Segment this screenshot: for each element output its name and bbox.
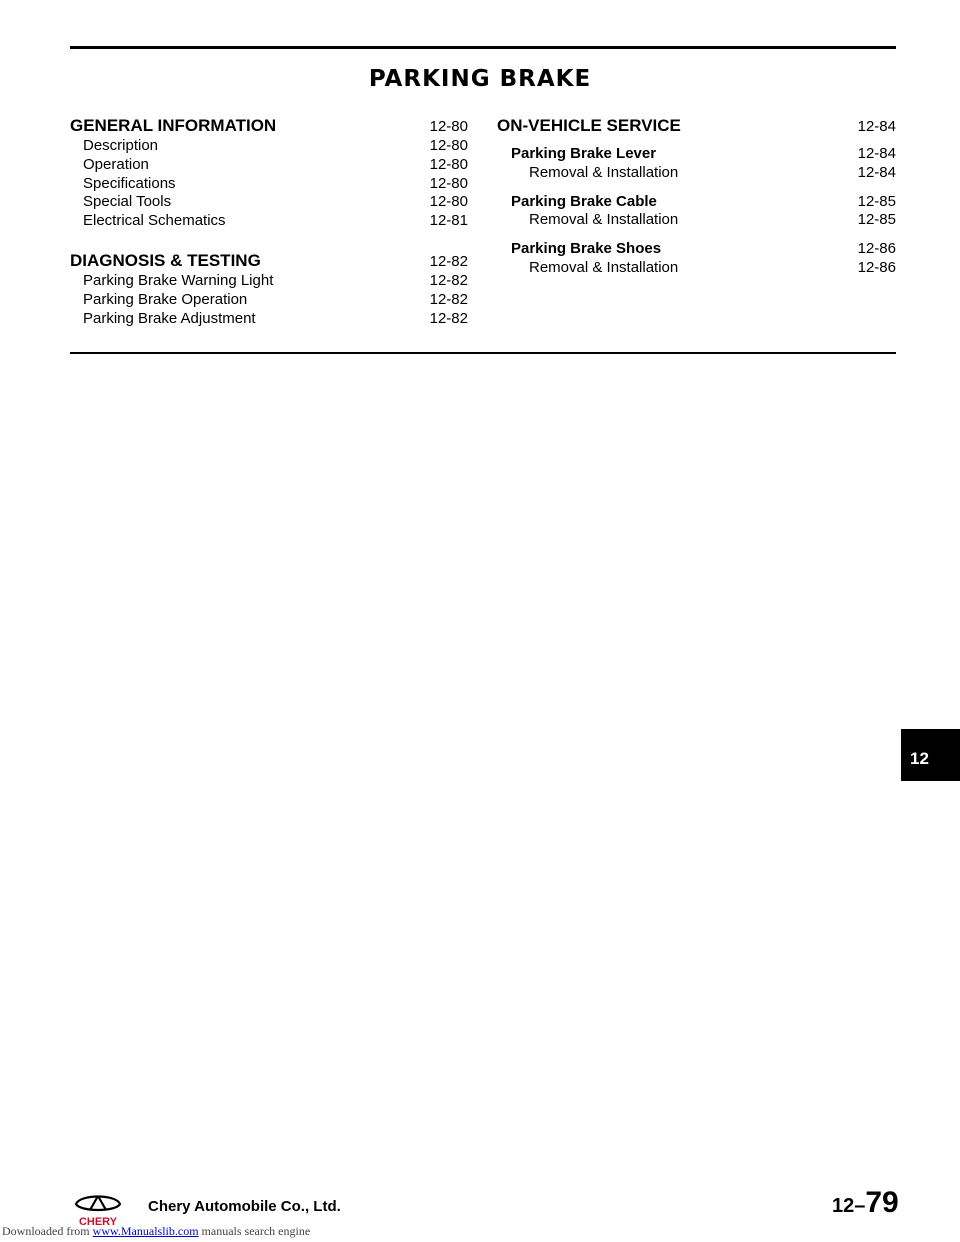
toc-section-label: DIAGNOSIS & TESTING bbox=[70, 250, 261, 270]
toc-item-shoes-removal[interactable] bbox=[497, 259, 896, 278]
toc-item-label: Specifications bbox=[83, 174, 176, 192]
toc-item-cable-removal[interactable] bbox=[497, 211, 896, 230]
toc-page-number: 12-80 bbox=[429, 193, 468, 211]
download-notice bbox=[2, 1224, 310, 1239]
toc-subsection-label: Parking Brake Lever bbox=[511, 145, 657, 162]
toc-page-number: 12-86 bbox=[857, 240, 896, 258]
toc-section-diagnosis[interactable] bbox=[70, 251, 468, 272]
toc-item-label: Removal & Installation bbox=[529, 211, 679, 229]
toc-section-general[interactable] bbox=[70, 116, 468, 137]
toc-subsection-label: Parking Brake Cable bbox=[511, 192, 657, 210]
toc-page-number: 12-84 bbox=[857, 163, 896, 181]
toc-subsection-lever[interactable] bbox=[497, 145, 896, 164]
footer-page-prefix: 12– bbox=[832, 1195, 866, 1217]
toc-page-number: 12-80 bbox=[429, 137, 468, 154]
footer-page-value: 79 bbox=[865, 1186, 899, 1219]
toc-page-number: 12-80 bbox=[429, 118, 468, 135]
toc-section-service[interactable] bbox=[497, 116, 896, 137]
top-rule bbox=[70, 46, 896, 49]
toc-page-number: 12-82 bbox=[429, 252, 468, 270]
toc-page-number: 12-82 bbox=[429, 309, 468, 327]
toc-item-special-tools[interactable] bbox=[70, 193, 468, 212]
svg-text:CHERY: CHERY bbox=[78, 1216, 118, 1228]
toc-page-number: 12-85 bbox=[857, 192, 896, 210]
toc-item-brake-adjustment[interactable] bbox=[70, 310, 468, 329]
download-prefix: Downloaded from bbox=[2, 1224, 93, 1238]
manualslib-link[interactable]: www.Manualslib.com bbox=[92, 1224, 199, 1238]
toc-item-label: Parking Brake Adjustment bbox=[83, 309, 256, 327]
toc-item-specifications[interactable] bbox=[70, 175, 468, 194]
toc-subsection-shoes[interactable] bbox=[497, 240, 896, 259]
footer-page-number bbox=[832, 1186, 899, 1220]
toc-item-label: Parking Brake Warning Light bbox=[83, 271, 274, 289]
toc-item-label: Operation bbox=[83, 155, 149, 173]
chery-logo-icon bbox=[70, 1190, 126, 1228]
toc-section-label: ON-VEHICLE SERVICE bbox=[497, 116, 681, 135]
toc-item-operation[interactable] bbox=[70, 156, 468, 175]
toc-item-label: Removal & Installation bbox=[529, 258, 679, 276]
toc-page-number: 12-86 bbox=[857, 258, 896, 276]
toc-subsection-label: Parking Brake Shoes bbox=[511, 240, 662, 258]
toc-page-number: 12-80 bbox=[429, 174, 468, 192]
toc-page-number: 12-80 bbox=[429, 155, 468, 173]
download-suffix: manuals search engine bbox=[198, 1224, 311, 1238]
toc-subsection-cable[interactable] bbox=[497, 193, 896, 212]
toc-item-label: Special Tools bbox=[83, 193, 172, 211]
toc-page-number: 12-84 bbox=[857, 145, 896, 162]
toc-item-label: Parking Brake Operation bbox=[83, 290, 248, 308]
toc-right-column bbox=[497, 116, 896, 278]
toc-item-description[interactable] bbox=[70, 137, 468, 156]
toc-item-electrical-schematics[interactable] bbox=[70, 212, 468, 231]
toc-item-label: Removal & Installation bbox=[529, 163, 679, 181]
toc-left-column bbox=[70, 116, 468, 328]
toc-page-number: 12-84 bbox=[857, 118, 896, 135]
toc-item-brake-operation[interactable] bbox=[70, 291, 468, 310]
toc-item-warning-light[interactable] bbox=[70, 272, 468, 291]
toc-section-label: GENERAL INFORMATION bbox=[70, 116, 277, 135]
toc-page-number: 12-81 bbox=[429, 212, 468, 230]
footer-company: Chery Automobile Co., Ltd. bbox=[148, 1198, 341, 1215]
toc-page-number: 12-82 bbox=[429, 290, 468, 308]
section-tab: 12 bbox=[901, 729, 960, 781]
toc-page-number: 12-85 bbox=[857, 211, 896, 229]
toc-item-lever-removal[interactable] bbox=[497, 164, 896, 183]
toc-page-number: 12-82 bbox=[429, 271, 468, 289]
bottom-rule bbox=[70, 352, 896, 354]
toc-item-label: Electrical Schematics bbox=[83, 212, 226, 230]
page-title: PARKING BRAKE bbox=[368, 66, 592, 92]
toc-item-label: Description bbox=[83, 137, 159, 154]
